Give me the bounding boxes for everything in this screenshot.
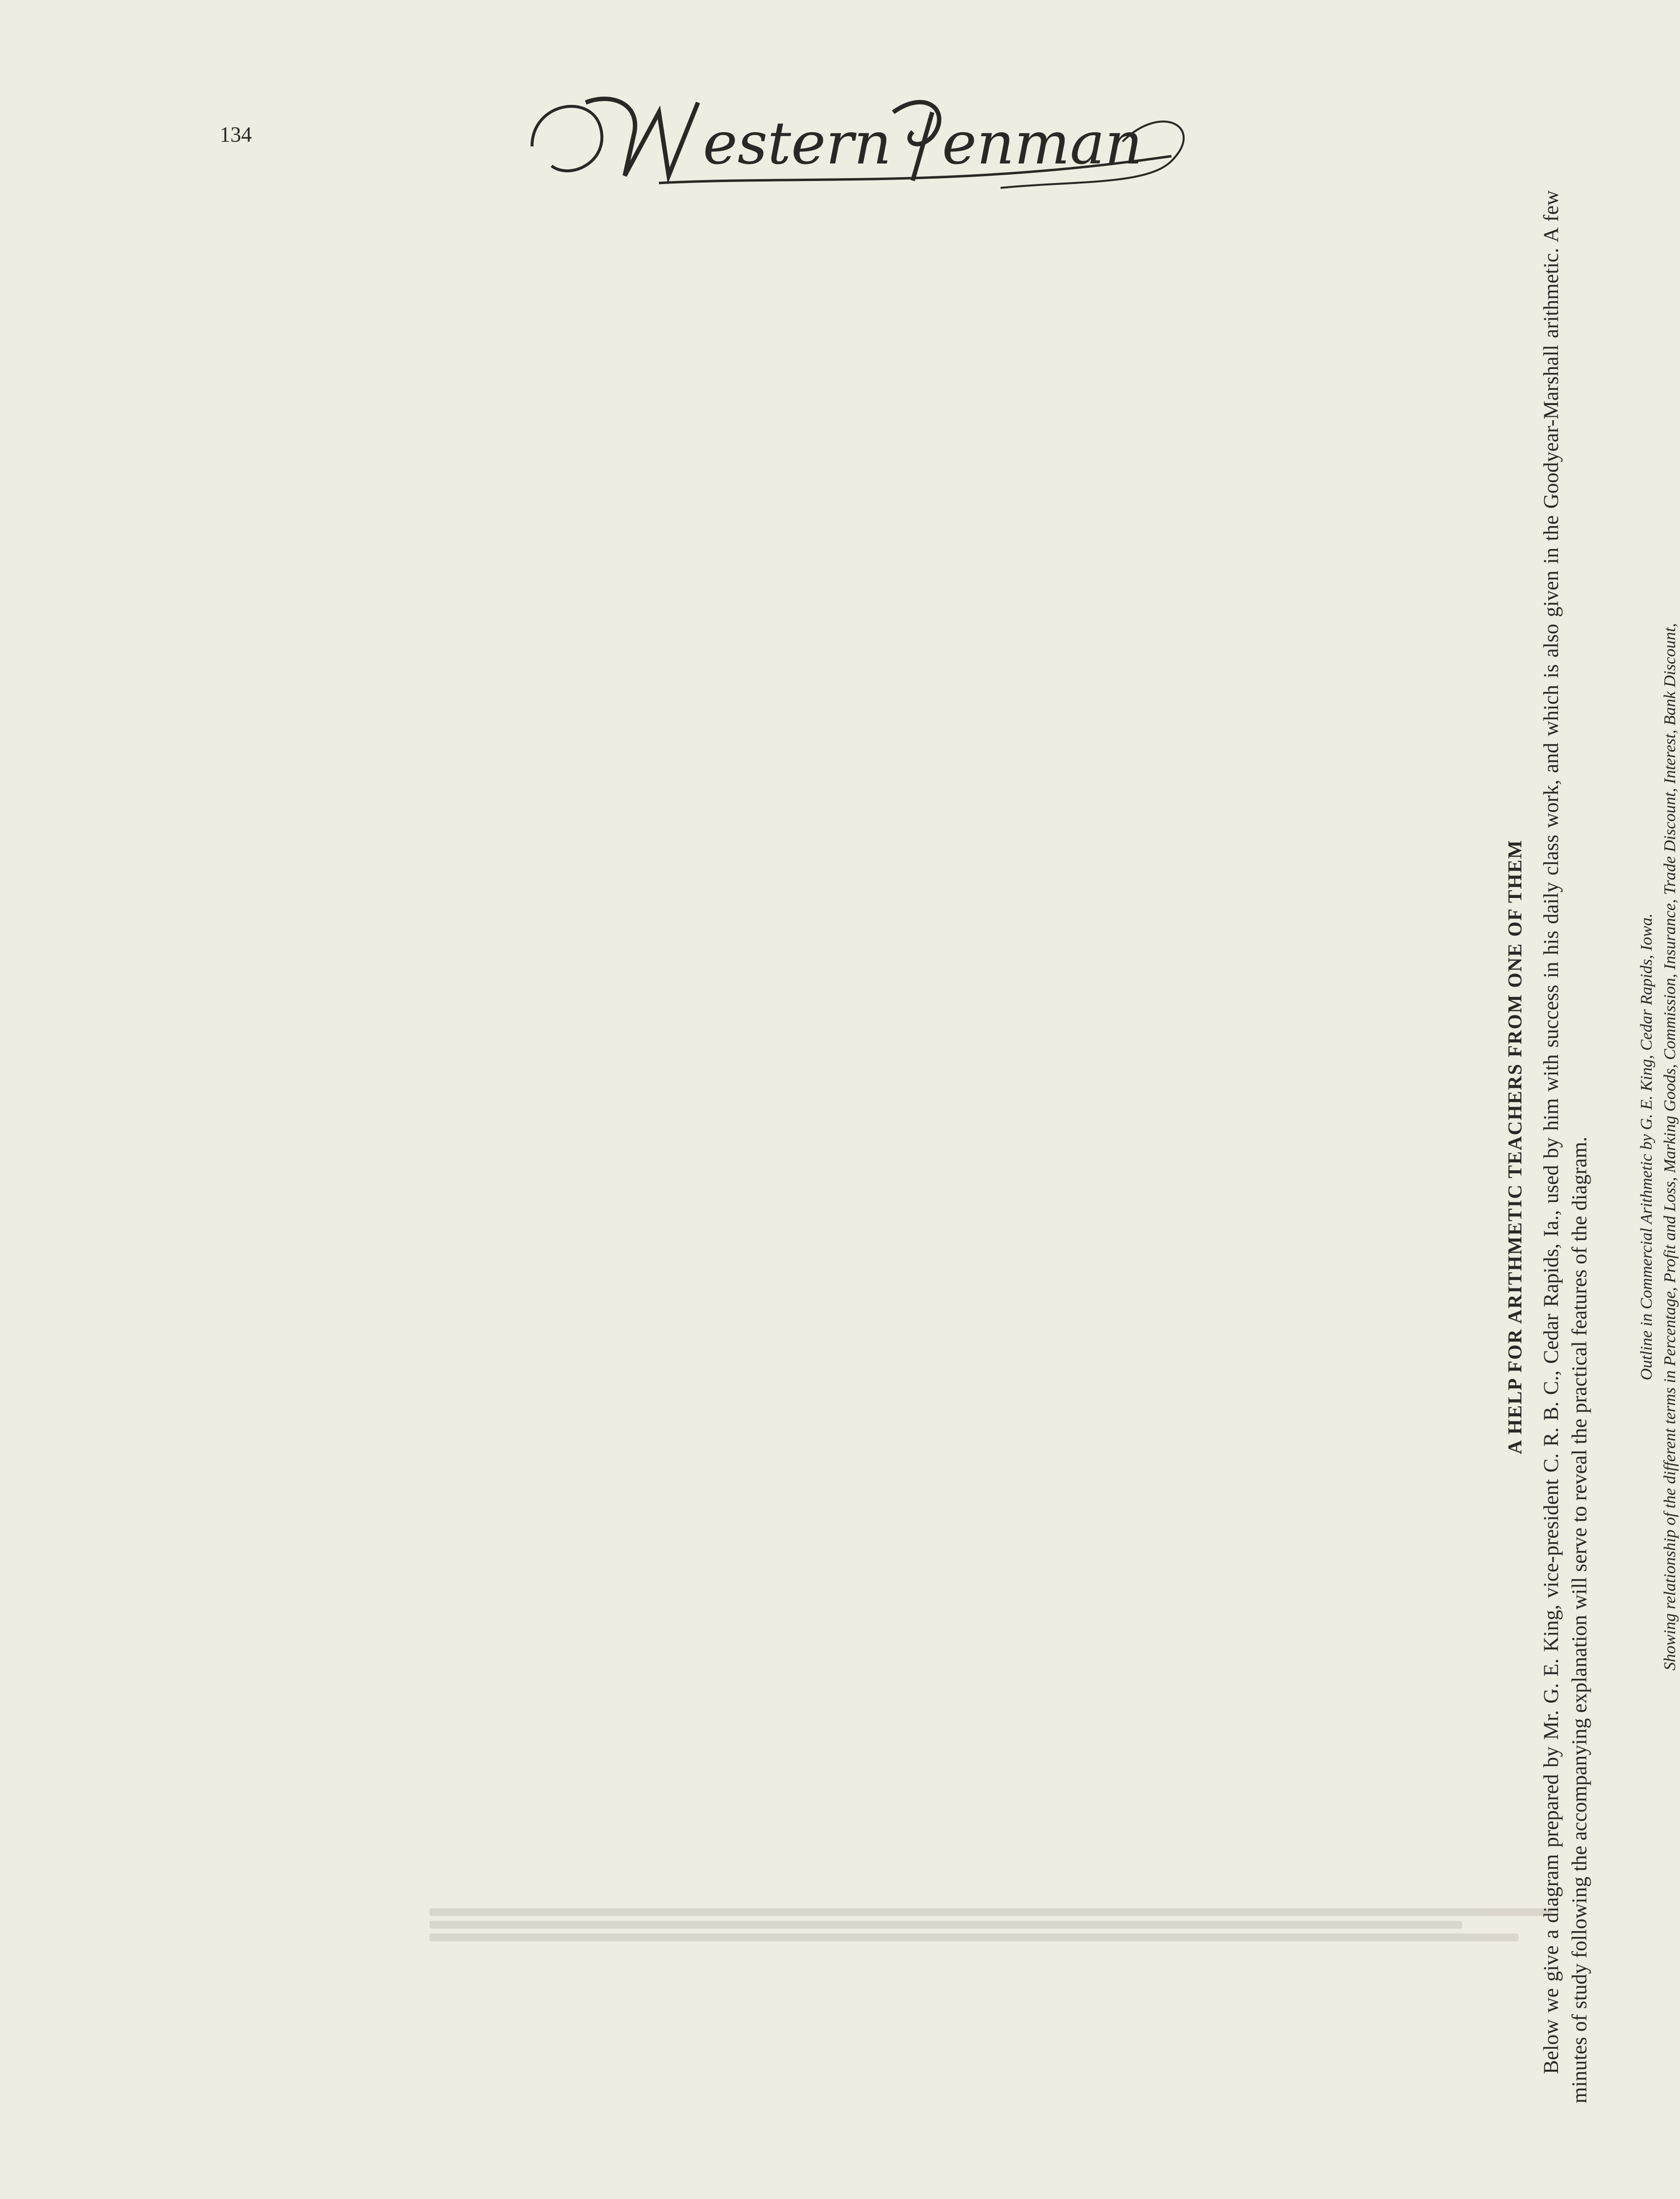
svg-text:enman: enman xyxy=(942,110,1143,178)
western-penman-logo xyxy=(512,83,1210,200)
bleed-through-text xyxy=(430,1903,1552,2001)
article-title: A HELP FOR ARITHMETIC TEACHERS FROM ONE OF THEM xyxy=(1504,839,1526,1455)
article-intro: Below we give a diagram prepared by Mr. G. E. King, vice-president C. R. B. C., Cedar Rapids, Ia., used by him with success in his daily class work, and which is also given in the Goodyear-Marshall arithmetic. A few minutes of study following the accompanying explanation will serve to reveal the practical features of the diagram. xyxy=(1540,190,1591,2103)
diagram-heading-2: Showing relationship of the different terms in Percentage, Profit and Loss, Marking Goods, Commission, Insurance, Trade Discount, Interest, Bank Discount, xyxy=(1661,623,1679,1670)
svg-text:estern: estern xyxy=(703,110,892,178)
masthead-logo xyxy=(512,83,1210,200)
diagram xyxy=(1635,210,1680,2084)
diagram-heading-1: Outline in Commercial Arithmetic by G. E. King, Cedar Rapids, Iowa. xyxy=(1638,913,1656,1381)
rotated-article xyxy=(1503,190,1680,2103)
page-number: 134 xyxy=(220,122,252,146)
